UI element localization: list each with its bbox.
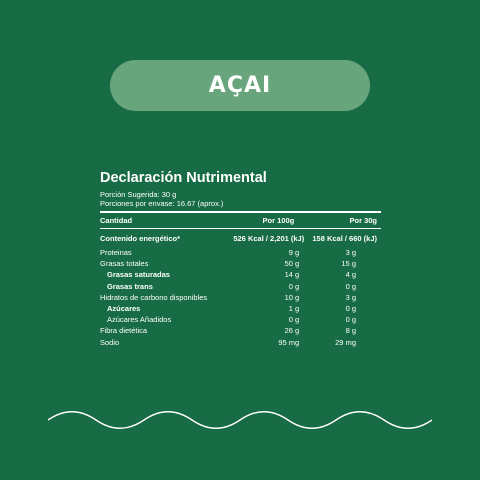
- row-per30: 3 g: [345, 248, 356, 258]
- row-per30: 8 g: [345, 326, 356, 336]
- row-per100: 1 g: [288, 304, 300, 314]
- row-per30: 15 g: [341, 259, 356, 269]
- column-header-cantidad: Cantidad: [100, 213, 213, 229]
- row-per100: 26 g: [284, 326, 300, 336]
- table-row: [100, 337, 381, 348]
- row-per30: 29 mg: [335, 337, 356, 347]
- serving-size: Porción Sugerida: 30 g: [100, 190, 177, 199]
- row-per30: 0 g: [345, 315, 356, 325]
- energy-per30: 158 Kcal / 660 (kJ): [312, 233, 377, 243]
- row-per100: 9 g: [288, 248, 300, 258]
- product-title: AÇAI: [208, 73, 272, 98]
- energy-label: Contenido energético: [100, 233, 178, 243]
- row-per100: 50 g: [284, 259, 300, 269]
- title-pill: [110, 60, 370, 111]
- row-per30: 4 g: [345, 270, 356, 280]
- nutrition-table: [100, 213, 381, 348]
- row-per100: 0 g: [288, 281, 300, 291]
- wave-line: [48, 412, 432, 429]
- energy-row: [100, 229, 381, 248]
- row-label: Grasas trans: [107, 281, 153, 291]
- table-row: [100, 314, 381, 325]
- table-row: [100, 258, 381, 269]
- row-label: Fibra dietética: [100, 326, 148, 336]
- table-row: [100, 325, 381, 336]
- column-header-per100: Por 100g: [213, 213, 308, 229]
- servings-per-pack: Porciones por envase: 16.67 (aprox.): [100, 199, 224, 208]
- row-label: Azúcares Añadidos: [107, 315, 172, 325]
- row-label: Grasas totales: [100, 259, 149, 269]
- row-label: Hidratos de carbono disponibles: [100, 292, 208, 302]
- table-row: [100, 303, 381, 314]
- table-row: [100, 292, 381, 303]
- row-label: Grasas saturadas: [107, 270, 170, 280]
- row-per30: 0 g: [345, 281, 356, 291]
- row-per30: 3 g: [345, 292, 356, 302]
- column-header-per30: Por 30g: [308, 213, 381, 229]
- energy-marker: *: [177, 233, 181, 243]
- row-per100: 14 g: [284, 270, 300, 280]
- row-label: Proteinas: [100, 248, 132, 258]
- row-label: Sodio: [100, 337, 120, 347]
- energy-per100: 526 Kcal / 2,201 (kJ): [233, 233, 305, 243]
- nutrition-title: Declaración Nutrimental: [100, 170, 267, 186]
- wave-decoration: [48, 405, 432, 435]
- nutrition-panel: [100, 170, 381, 348]
- row-per100: 95 mg: [278, 337, 300, 347]
- row-label: Azúcares: [107, 304, 141, 314]
- table-row: [100, 281, 381, 292]
- row-per100: 0 g: [288, 315, 300, 325]
- row-per30: 0 g: [345, 304, 356, 314]
- table-row: [100, 247, 381, 258]
- table-row: [100, 269, 381, 280]
- row-per100: 10 g: [284, 292, 300, 302]
